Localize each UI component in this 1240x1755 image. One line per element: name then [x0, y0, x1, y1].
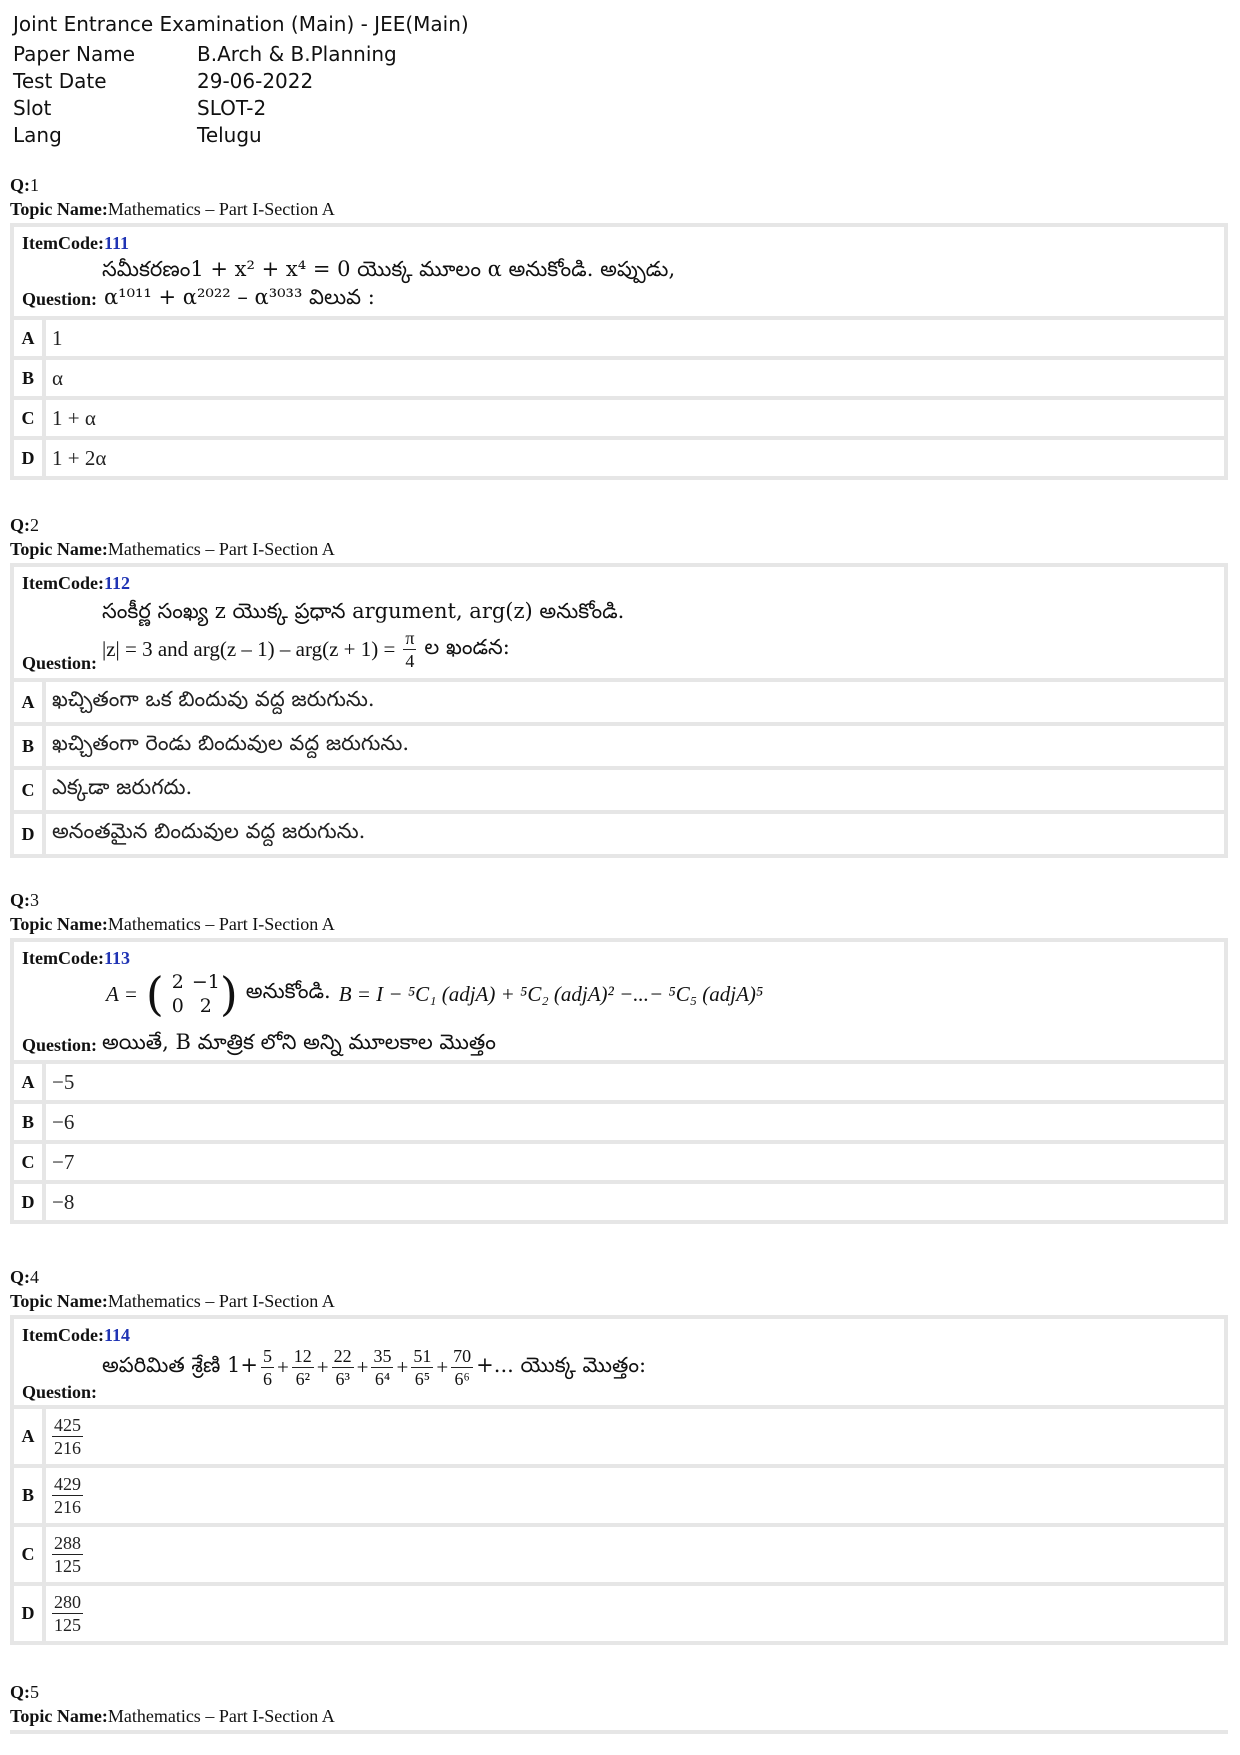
option-row[interactable]	[14, 440, 1224, 476]
option-value: ఎక్కడా జరుగదు.	[52, 775, 193, 799]
matrix-grid	[164, 970, 220, 1018]
plus-sign: +	[436, 1355, 449, 1379]
option-row[interactable]	[14, 682, 1224, 726]
option-label: C	[14, 1527, 46, 1582]
option-label: A	[14, 682, 46, 722]
item-code: ItemCode:112	[22, 573, 130, 593]
plus-sign: +	[396, 1355, 409, 1379]
plus-sign: +	[316, 1355, 329, 1379]
matrix-cell: 0	[171, 995, 184, 1017]
item-code: ItemCode:113	[22, 948, 130, 968]
series-term: $\frac{12}{\text{6²}}$	[293, 1346, 312, 1389]
option-value: −5	[52, 1069, 75, 1094]
question-cell	[14, 227, 1224, 320]
series-suffix: +... యొక్క మొత్తం:	[476, 1352, 647, 1377]
question-block	[10, 1265, 1228, 1645]
meta-value: 29-06-2022	[197, 69, 314, 93]
matrix-lhs: A =	[106, 981, 138, 1006]
option-fraction: $\frac{280}{125}$	[54, 1592, 81, 1635]
series-term: $\frac{5}{6}$	[262, 1346, 272, 1389]
option-label: C	[14, 770, 46, 810]
option-row[interactable]	[14, 1409, 1224, 1468]
option-label: B	[14, 360, 46, 396]
topic-name: Topic Name:Mathematics – Part I-Section A	[10, 539, 335, 559]
meta-row	[13, 123, 397, 150]
option-row[interactable]	[14, 360, 1224, 400]
question-text-line2: α¹⁰¹¹ + α²⁰²² – α³⁰³³ విలువ :	[104, 285, 375, 309]
option-value	[46, 1468, 83, 1523]
question-cell	[14, 1319, 1224, 1409]
meta-row	[13, 42, 397, 69]
question-cell	[14, 942, 1224, 1064]
meta-row	[13, 96, 397, 123]
plus-sign: +	[276, 1355, 289, 1379]
option-label: D	[14, 1184, 46, 1220]
option-label: B	[14, 1468, 46, 1523]
option-label: A	[14, 1064, 46, 1100]
topic-name: Topic Name:Mathematics – Part I-Section A	[10, 914, 335, 934]
question-number: Q:3	[10, 890, 39, 910]
question-text-line1: సమీకరణం1 + x² + x⁴ = 0 యొక్క మూలం α అనుకోండి. అప్పుడు,	[102, 257, 676, 281]
option-value: α	[52, 365, 64, 390]
option-value: అనంతమైన బిందువుల వద్ద జరుగును.	[52, 819, 366, 843]
option-value: −7	[52, 1149, 75, 1174]
question-block	[10, 888, 1228, 1224]
option-row[interactable]	[14, 1527, 1224, 1586]
option-label: D	[14, 440, 46, 476]
option-value: −8	[52, 1189, 75, 1214]
question-text-line1: సంకీర్ణ సంఖ్య z యొక్క ప్రధాన argument, arg(z) అనుకోండి.	[102, 599, 625, 623]
option-label: B	[14, 726, 46, 766]
topic-name: Topic Name:Mathematics – Part I-Section A	[10, 199, 335, 219]
option-value: ఖచ్చితంగా ఒక బిందువు వద్ద జరుగును.	[52, 687, 375, 711]
option-value: −6	[52, 1109, 75, 1134]
option-row[interactable]	[14, 1144, 1224, 1184]
condition-text: |z| = 3 and arg(z – 1) – arg(z + 1) =	[102, 637, 396, 661]
meta-row	[13, 69, 397, 96]
question-label: Question:	[22, 289, 98, 309]
option-fraction: $\frac{429}{216}$	[54, 1474, 81, 1517]
question-box	[10, 1315, 1228, 1645]
condition-suffix: ల ఖండన:	[424, 634, 510, 659]
option-row[interactable]	[14, 1184, 1224, 1220]
question-block	[10, 1680, 1228, 1734]
question-block	[10, 513, 1228, 858]
option-label: B	[14, 1104, 46, 1140]
meta-key: Test Date	[13, 69, 107, 93]
topic-name: Topic Name:Mathematics – Part I-Section A	[10, 1291, 335, 1311]
meta-value: B.Arch & B.Planning	[197, 42, 397, 66]
question-number: Q:1	[10, 175, 39, 195]
question-text-line2: అయితే, B మాత్రిక లోని అన్ని మూలకాల మొత్తం	[102, 1030, 496, 1054]
fraction: $\frac{\pi}{4}$	[405, 628, 415, 671]
question-label: Question:	[22, 1035, 98, 1055]
question-label: Question:	[22, 1382, 98, 1402]
option-label: A	[14, 1409, 46, 1464]
option-row[interactable]	[14, 1104, 1224, 1144]
matrix-cell: 2	[171, 971, 184, 993]
right-paren: )	[219, 967, 238, 1021]
option-value	[46, 1409, 83, 1464]
question-box	[10, 563, 1228, 858]
option-row[interactable]	[14, 320, 1224, 360]
meta-key: Slot	[13, 96, 52, 120]
question-box	[10, 938, 1228, 1224]
topic-name: Topic Name:Mathematics – Part I-Section A	[10, 1706, 335, 1726]
series-term: $\frac{51}{\text{6⁵}}$	[413, 1346, 432, 1389]
meta-key: Lang	[13, 123, 62, 147]
option-row[interactable]	[14, 1468, 1224, 1527]
question-box	[10, 223, 1228, 480]
option-value: 1 + 2α	[52, 445, 107, 470]
option-value: 1	[52, 325, 63, 350]
series-term: $\frac{22}{\text{6³}}$	[333, 1346, 352, 1389]
option-row[interactable]	[14, 726, 1224, 770]
option-value: ఖచ్చితంగా రెండు బిందువుల వద్ద జరుగును.	[52, 731, 410, 755]
item-code: ItemCode:111	[22, 233, 129, 253]
series-prefix: అపరిమిత శ్రేణి 1+	[102, 1352, 258, 1377]
matrix-cell: −1	[191, 971, 220, 993]
question-text-line2	[102, 627, 510, 672]
matrix-cell: 2	[199, 995, 212, 1017]
option-label: D	[14, 1586, 46, 1641]
exam-title: Joint Entrance Examination (Main) - JEE(Main)	[13, 12, 469, 36]
matrix-suffix: అనుకోండి.	[245, 979, 331, 1003]
left-paren: (	[145, 967, 164, 1021]
matrix-a	[145, 967, 238, 1021]
meta-key: Paper Name	[13, 42, 136, 66]
matrix-b-definition: B = I − ⁵C₁ (adjA) + ⁵C₂ (adjA)² −...− ⁵C₅ (adjA)⁵	[338, 981, 764, 1006]
option-label: A	[14, 320, 46, 356]
option-label: D	[14, 814, 46, 854]
option-row[interactable]	[14, 770, 1224, 814]
option-label: C	[14, 1144, 46, 1180]
series-term: $\frac{35}{\text{6⁴}}$	[373, 1346, 392, 1389]
option-value: 1 + α	[52, 405, 96, 430]
exam-meta	[13, 42, 397, 150]
option-label: C	[14, 400, 46, 436]
option-value	[46, 1527, 83, 1582]
option-row[interactable]	[14, 1064, 1224, 1104]
option-row[interactable]	[14, 400, 1224, 440]
option-fraction: $\frac{425}{216}$	[54, 1415, 81, 1458]
question-box-top-border	[10, 1730, 1228, 1734]
question-number: Q:5	[10, 1682, 39, 1702]
question-number: Q:4	[10, 1267, 39, 1287]
option-row[interactable]	[14, 814, 1224, 854]
question-number: Q:2	[10, 515, 39, 535]
series-term: $\frac{70}{\text{6⁶}}$	[453, 1346, 472, 1389]
item-code: ItemCode:114	[22, 1325, 130, 1345]
question-block	[10, 173, 1228, 480]
option-value	[46, 1586, 83, 1641]
question-text-line1	[102, 1345, 646, 1390]
plus-sign: +	[356, 1355, 369, 1379]
question-text-line1	[106, 967, 764, 1021]
meta-value: Telugu	[197, 123, 262, 147]
option-row[interactable]	[14, 1586, 1224, 1641]
question-label: Question:	[22, 653, 98, 673]
meta-value: SLOT-2	[197, 96, 267, 120]
option-fraction: $\frac{288}{125}$	[54, 1533, 81, 1576]
question-cell	[14, 567, 1224, 682]
